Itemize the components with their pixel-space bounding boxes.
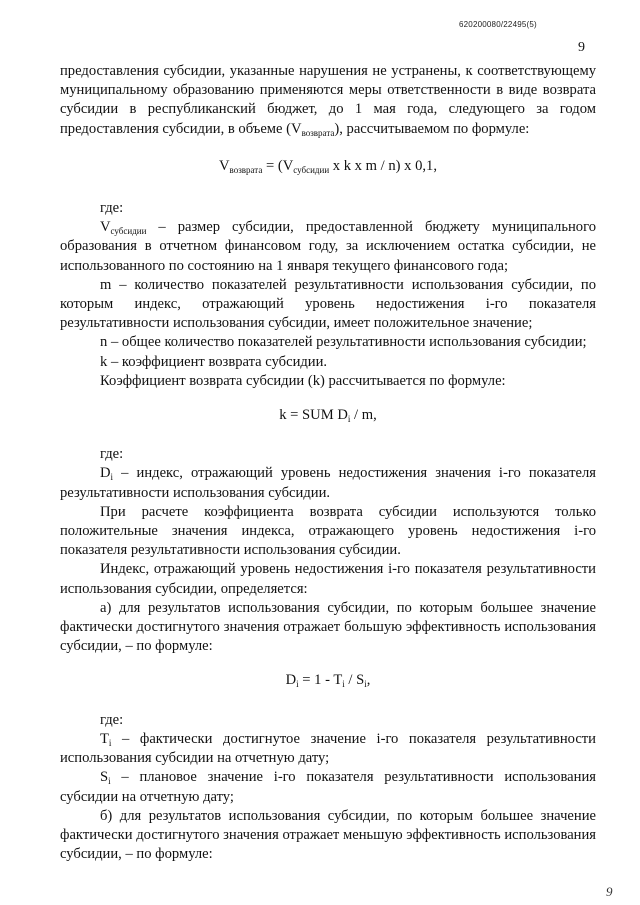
definition-t-actual: $T_i$ – фактически достигнутое значение i-го показателя результативности использования субсидии на отчетную дату; [60, 730, 596, 767]
definition-s-planned: $S_i$ – плановое значение i-го показателя результативности использования субсидии на отчетную дату; [60, 769, 596, 805]
page-number: 9 [578, 40, 585, 55]
definition-k: k – коэффициент возврата субсидии. [100, 353, 328, 370]
paragraph-coefficient-intro: Коэффициент возврата субсидии (k) рассчитывается по формуле: [100, 372, 506, 389]
paragraph-positive-values: При расчете коэффициента возврата субсидии используются только положительные значения индекса, отражающего уровень недостижения i-го показателя результативности использования субсидии. [60, 503, 596, 559]
document-code: 620200080/22495(5) [459, 20, 537, 29]
formula-coefficient: k = SUM $D_i$ / m, [279, 407, 377, 425]
where-label: где: [100, 200, 124, 217]
document-body [60, 62, 596, 864]
where-label: где: [100, 711, 124, 728]
handwritten-page-mark: 9 [606, 884, 613, 899]
paragraph-index-definition: Индекс, отражающий уровень недостижения i-го показателя результативности использования субсидии, определяется: [60, 561, 596, 597]
formula-index-a: $D_i = 1 - T_i / S_i$, [285, 672, 371, 690]
definition-n: n – общее количество показателей результативности использования субсидии; [100, 334, 587, 351]
where-label: где: [100, 446, 124, 463]
paragraph-case-a: а) для результатов использования субсидии, по которым большее значение фактически достигнутого значения отражает большую эффективность использования субсидии, – по формуле: [60, 599, 596, 655]
definition-d-index: $D_i$ – индекс, отражающий уровень недостижения значения i-го показателя результативности использования субсидии. [60, 465, 596, 501]
definition-m: m – количество показателей результативности использования субсидии, по которым индекс, отражающий уровень недостижения i-го показателя результативности использования субсидии, имеет положительное значение; [60, 276, 596, 332]
paragraph-case-b: б) для результатов использования субсидии, по которым большее значение фактически достигнутого значения отражает меньшую эффективность использования субсидии, – по формуле: [60, 807, 596, 863]
formula-refund-volume: $V_{возврата} = (V_{субсидии}$ x k x m / n) x 0,1, [219, 157, 437, 175]
definition-v-subsidy: $V_{субсидии}$ – размер субсидии, предоставленной бюджету муниципального образования в отчетном финансовом году, за исключением остатка субсидии, не использованного по состоянию на 1 января текущего финансового года; [60, 219, 596, 274]
paragraph-refund-rule: предоставления субсидии, указанные нарушения не устранены, к соответствующему муниципальному образованию применяются меры ответственности в виде возврата субсидии в республиканский бюджет, до 1 мая года, следующего за годом предоставления субсидии, в объеме $(V_{возврата})$, рассчитываемом по формуле: [60, 63, 596, 138]
